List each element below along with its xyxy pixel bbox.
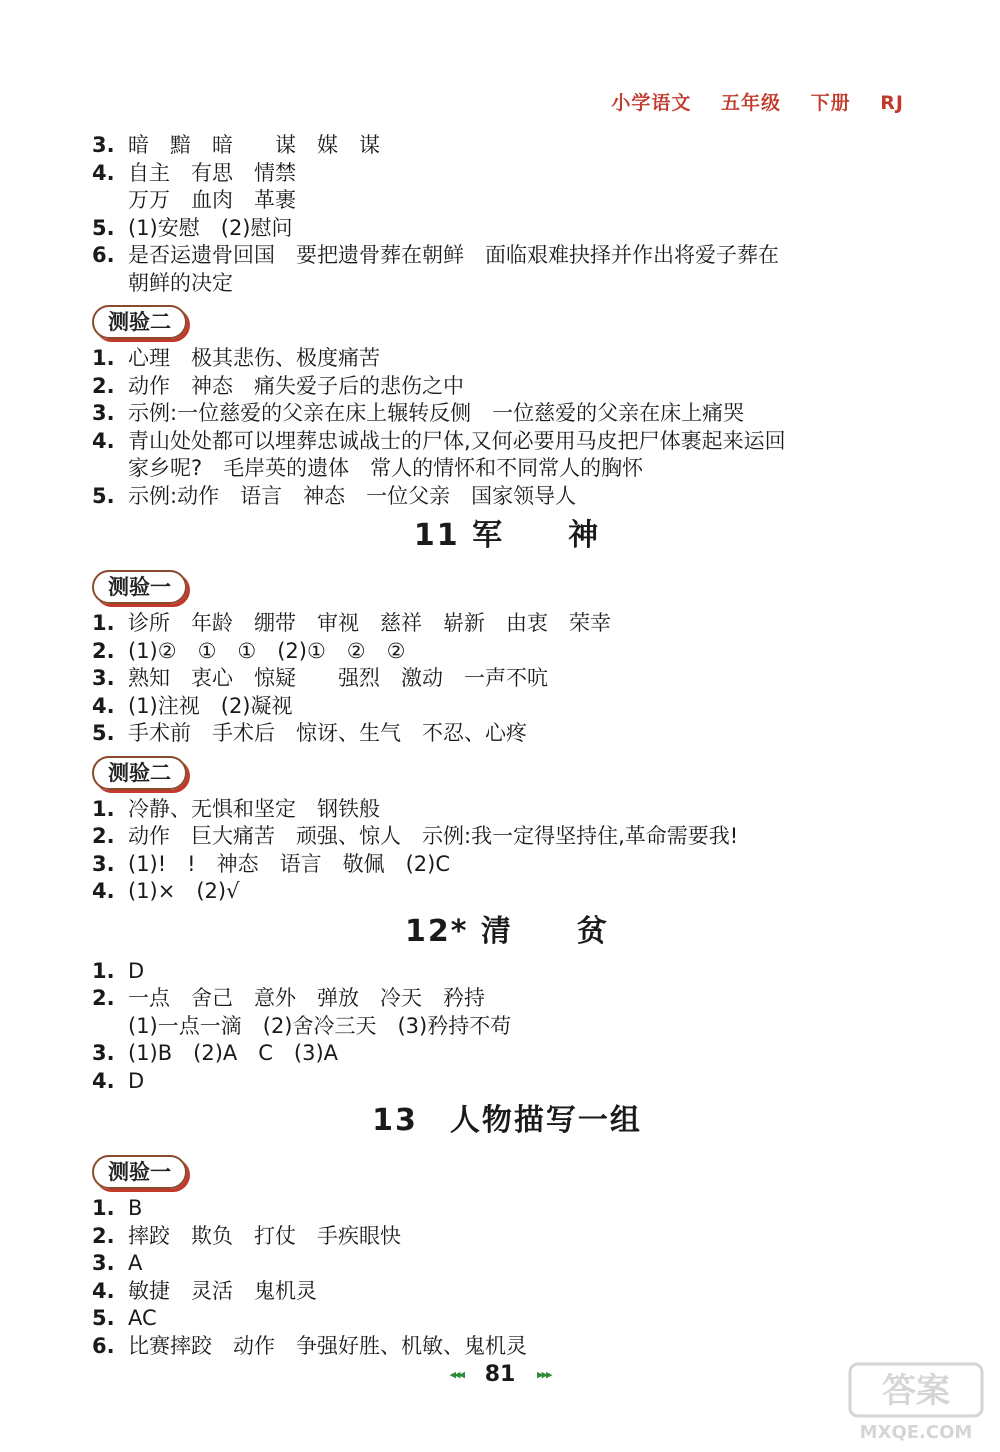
answer-item — [92, 851, 922, 879]
answer-item — [92, 1223, 922, 1251]
item-number: 2. — [92, 638, 115, 663]
header-grade: 五年级 — [721, 92, 782, 114]
answer-item — [92, 132, 922, 160]
answer-text: 动作 神态 痛失爱子后的悲伤之中 — [128, 373, 464, 398]
answer-text: B — [128, 1196, 143, 1220]
answer-item — [92, 1250, 922, 1278]
item-number: 4. — [92, 693, 115, 718]
item-number: 5. — [92, 1306, 115, 1330]
answer-item — [92, 483, 922, 511]
answer-text: 朝鲜的决定 — [128, 270, 233, 295]
svg-text:答案: 答案 — [882, 1371, 950, 1411]
answer-item — [92, 878, 922, 906]
quiz-badge: 测验一 — [92, 570, 187, 604]
answer-text: 比赛摔跤 动作 争强好胜、机敏、鬼机灵 — [128, 1333, 527, 1358]
quiz-section-header — [92, 1147, 922, 1195]
item-number: 1. — [92, 1196, 115, 1220]
quiz-section-header — [92, 748, 922, 796]
answer-text: 示例:一位慈爱的父亲在床上辗转反侧 一位慈爱的父亲在床上痛哭 — [128, 401, 745, 425]
lesson-title: 11 军 神 — [413, 518, 601, 553]
item-number: 3. — [92, 851, 115, 876]
quiz-section-header — [92, 562, 922, 610]
answer-item — [92, 428, 922, 456]
item-number: 1. — [92, 796, 115, 821]
answer-item — [92, 958, 922, 986]
answer-text: 诊所 年龄 绷带 审视 慈祥 崭新 由衷 荣幸 — [128, 611, 611, 635]
item-number: 2. — [92, 986, 115, 1010]
answer-text: (1)安慰 (2)慰问 — [128, 215, 293, 240]
answer-text: 暗 黯 暗 谋 媒 谋 — [128, 133, 380, 157]
item-number: 5. — [92, 721, 115, 745]
item-number: 2. — [92, 1223, 115, 1248]
answer-text: 自主 有思 情禁 — [128, 160, 296, 185]
answer-item — [92, 1195, 922, 1223]
item-number: 3. — [92, 666, 115, 690]
item-number: 3. — [92, 401, 115, 425]
answer-text: (1)注视 (2)凝视 — [128, 693, 293, 718]
item-number: 3. — [92, 133, 115, 157]
answer-text: (1)! ! 神态 语言 敬佩 (2)C — [128, 851, 450, 876]
svg-text:MXQE.COM: MXQE.COM — [859, 1422, 973, 1443]
answer-text: AC — [128, 1306, 157, 1330]
item-number: 1. — [92, 611, 115, 635]
page-header — [611, 88, 904, 115]
item-number: 3. — [92, 1041, 115, 1065]
answer-text: A — [128, 1251, 143, 1275]
item-number: 4. — [92, 1068, 115, 1093]
answer-text: D — [128, 958, 145, 983]
answer-text: 万万 血肉 革裹 — [128, 188, 296, 212]
header-subject: 小学语文 — [611, 92, 692, 114]
answer-item — [92, 160, 922, 188]
item-number: 6. — [92, 243, 115, 267]
answer-text: 摔跤 欺负 打仗 手疾眼快 — [128, 1223, 401, 1248]
answer-item — [92, 665, 922, 693]
watermark-stamp-icon — [846, 1360, 986, 1444]
answer-item — [92, 1305, 922, 1333]
item-number: 2. — [92, 824, 115, 848]
answer-text: 心理 极其悲伤、极度痛苦 — [128, 346, 380, 370]
answer-text: 是否运遗骨回国 要把遗骨葬在朝鲜 面临艰难抉择并作出将爱子葬在 — [128, 243, 779, 267]
answer-item — [92, 720, 922, 748]
next-arrows-icon: ▸▸▸ — [536, 1367, 551, 1383]
item-number: 3. — [92, 1251, 115, 1275]
answer-text: (1)一点一滴 (2)舍冷三天 (3)矜持不苟 — [128, 1013, 512, 1038]
answer-continuation — [92, 455, 922, 483]
header-edition: RJ — [880, 92, 904, 114]
answer-item — [92, 1040, 922, 1068]
page-number: 81 — [484, 1362, 516, 1387]
answer-text: 敏捷 灵活 鬼机灵 — [128, 1278, 317, 1303]
item-number: 6. — [92, 1333, 115, 1358]
answer-text: 一点 舍己 意外 弹放 冷天 矜持 — [128, 986, 485, 1010]
prev-arrows-icon: ◂◂◂ — [449, 1367, 464, 1383]
item-number: 5. — [92, 215, 115, 240]
answer-item — [92, 1333, 922, 1361]
answer-item — [92, 400, 922, 428]
item-number: 2. — [92, 373, 115, 398]
header-volume: 下册 — [810, 92, 851, 114]
answer-continuation — [92, 1013, 922, 1041]
item-number: 4. — [92, 428, 115, 453]
answer-continuation — [92, 187, 922, 215]
answer-text: (1)× (2)√ — [128, 879, 240, 903]
answer-text: 青山处处都可以埋葬忠诚战士的尸体,又何必要用马皮把尸体裹起来运回 — [128, 428, 786, 453]
answer-item — [92, 985, 922, 1013]
quiz-badge: 测验二 — [92, 305, 187, 339]
answer-content — [92, 132, 922, 1360]
answer-item — [92, 215, 922, 243]
answer-text: 示例:动作 语言 神态 一位父亲 国家领导人 — [128, 483, 577, 508]
item-number: 4. — [92, 160, 115, 185]
quiz-badge: 测验一 — [92, 1155, 187, 1189]
answer-text: 冷静、无惧和坚定 钢铁般 — [128, 796, 380, 821]
lesson-title: 13 人物描写一组 — [372, 1103, 642, 1138]
answer-item — [92, 1068, 922, 1096]
item-number: 4. — [92, 879, 115, 903]
answer-item — [92, 345, 922, 373]
answer-continuation — [92, 270, 922, 298]
answer-text: (1)B (2)A C (3)A — [128, 1041, 339, 1065]
answer-text: 家乡呢? 毛岸英的遗体 常人的情怀和不同常人的胸怀 — [128, 456, 644, 480]
answer-item — [92, 693, 922, 721]
answer-item — [92, 823, 922, 851]
lesson-title: 12* 清 贫 — [405, 913, 609, 949]
answer-text: 熟知 衷心 惊疑 强烈 激动 一声不吭 — [128, 666, 548, 690]
answer-item — [92, 796, 922, 824]
answer-item — [92, 610, 922, 638]
item-number: 4. — [92, 1278, 115, 1303]
answer-text: 动作 巨大痛苦 顽强、惊人 示例:我一定得坚持住,革命需要我! — [128, 824, 739, 848]
answer-item — [92, 373, 922, 401]
quiz-section-header — [92, 297, 922, 345]
item-number: 1. — [92, 346, 115, 370]
quiz-badge: 测验二 — [92, 756, 187, 790]
item-number: 1. — [92, 958, 115, 983]
answer-item — [92, 242, 922, 270]
answer-text: (1)② ① ① (2)① ② ② — [128, 638, 406, 663]
answer-item — [92, 638, 922, 666]
item-number: 5. — [92, 483, 115, 508]
answer-item — [92, 1278, 922, 1306]
answer-text: D — [128, 1068, 145, 1093]
answer-text: 手术前 手术后 惊讶、生气 不忍、心疼 — [128, 721, 527, 745]
